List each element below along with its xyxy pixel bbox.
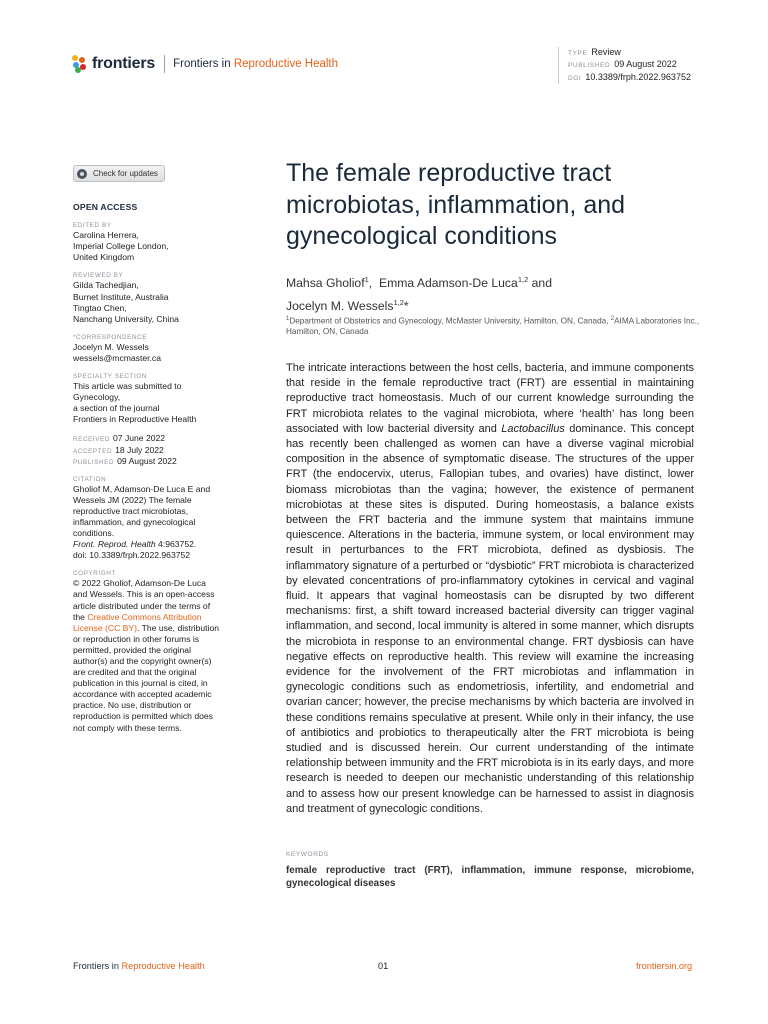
crossmark-icon: [77, 169, 87, 179]
citation: Gholiof M, Adamson-De Luca E and Wessels JM (2022) The female reproductive tract microbiotas, inflammation, and gynecological conditions. Front. Reprod. Health 4:963752. doi: 10.3389/frph.2022.963752: [73, 484, 233, 562]
correspondence-email[interactable]: wessels@mcmaster.ca: [73, 352, 161, 363]
sidebar: [73, 165, 233, 734]
abstract: The intricate interactions between the host cells, bacteria, and immune components that reside in the female reproductive tract (FRT) are essential in maintaining reproductive tract homeostasis. Much of our current knowledge surrounding the FRT microbiota relates to the vaginal microbiota, where ‘health’ has long been associated with low bacterial diversity and Lactobacillus dominance. This concept has recently been challenged as women can have a diverse vaginal microbial composition in the absence of symptomatic disease. The structures of the upper FRT (the endocervix, uterus, Fallopian tubes, and ovaries) have distinct, lower biomass microbiotas than the vagina; however, the existence of permanent microbiotas at these sites is disputed. During homeostasis, a balance exists between the FRT bacteria and the immune system that maintains immune quiescence. Alterations in the bacteria, immune system, or local environment may result in perturbances to the FRT microbiota, defined as dysbiosis. The inflammatory signature of a perturbed or “dysbiotic” FRT microbiota is characterized by elevated concentrations of pro-inflammatory cytokines in cervical and vaginal fluid. It appears that vaginal homeostasis can be disrupted by two different mechanisms: first, a shift toward increased bacterial diversity can trigger vaginal inflammation, and second, local immunity is altered in some manner, which disrupts the microbiota in response to an environmental change. FRT dysbiosis can have negative effects on reproductive health. This review will examine the increasing evidence for the involvement of the FRT microbiotas and inflammation in gynecologic conditions such as endometriosis, infertility, and endometrial and ovarian cancer; however, the precise mechanisms by which bacteria are involved in these conditions remains speculative at present. While only in their infancy, the use of antibiotics and probiotics to therapeutically alter the FRT microbiota is being studied and is discussed herein. Our current understanding of the intimate relationship between immunity and the FRT microbiota is in its early days, and more research is needed to deepen our mechanistic understanding of this relationship and to assess how our present knowledge can be harnessed to assist in diagnosis and treatment of gynecologic conditions.: [286, 362, 695, 815]
page-number: 01: [378, 961, 389, 971]
citation-label: CITATION: [73, 475, 107, 483]
received-date: RECEIVED 07 June 2022: [73, 433, 166, 444]
affiliations: $^1$Department of Obstetrics and Gynecology, McMaster University, Hamilton, ON, Canada, $^2$AIMA Laboratories Inc., Hamilton, ON, Canada: [286, 316, 700, 337]
header-divider: [164, 55, 165, 73]
published-date: PUBLISHED 09 August 2022: [73, 455, 177, 466]
keywords-label: KEYWORDS: [286, 851, 329, 858]
frontiers-logo[interactable]: [72, 55, 338, 73]
correspondence: Jocelyn M. Wessels wessels@mcmaster.ca: [73, 342, 233, 364]
correspondence-label: *CORRESPONDENCE: [73, 333, 148, 341]
specialty-section-label: SPECIALTY SECTION: [73, 373, 148, 381]
author-name[interactable]: Jocelyn M. Wessels: [286, 299, 394, 314]
citation-doi[interactable]: doi: 10.3389/frph.2022.963752: [73, 550, 191, 561]
meta-doi[interactable]: DOI 10.3389/frph.2022.963752: [568, 71, 691, 82]
copyright-label: COPYRIGHT: [73, 570, 116, 578]
frontiers-logo-icon: [72, 55, 88, 73]
footer-journal: Frontiers in Reproductive Health: [73, 961, 205, 971]
author-list: Mahsa Gholiof$^1$, Emma Adamson-De Luca$^{1,2}$ and Jocelyn M. Wessels$^{1,2}$*: [286, 275, 552, 314]
author-name[interactable]: Emma Adamson-De Luca: [378, 276, 518, 291]
specialty-section: This article was submitted to Gynecology, a section of the journal Frontiers in Reproductive Health: [73, 381, 197, 425]
edited-by-label: EDITED BY: [73, 222, 112, 230]
keywords: female reproductive tract (FRT), inflammation, immune response, microbiome, gynecological diseases: [286, 865, 694, 889]
author-name[interactable]: Mahsa Gholiof: [286, 276, 365, 291]
check-for-updates-button[interactable]: Check for updates: [73, 165, 165, 182]
article-meta: [558, 47, 691, 84]
journal-name: Frontiers in Reproductive Health: [173, 58, 339, 70]
article-dates: [73, 433, 233, 466]
footer-site-link[interactable]: frontiersin.org: [636, 961, 693, 971]
reviewed-by: Gilda Tachedjian, Burnet Institute, Australia Tingtao Chen, Nanchang University, China: [73, 280, 179, 324]
cc-license-link[interactable]: Creative Commons Attribution: [87, 611, 202, 622]
copyright: © 2022 Gholiof, Adamson-De Luca and Wessels. This is an open-access article distributed under the terms of the Creative Commons Attribution License (CC BY). The use, distribution or reproduction in other forums is permitted, provided the original author(s) and the copyright owner(s) are credited and that the original publication in this journal is cited, in accordance with accepted academic practice. No use, distribution or reproduction is permitted which does not comply with these terms.: [73, 578, 220, 733]
accepted-date: ACCEPTED 18 July 2022: [73, 444, 164, 455]
brand-name: frontiers: [92, 55, 156, 72]
edited-by: Carolina Herrera, Imperial College London, United Kingdom: [73, 230, 169, 263]
open-access-label: OPEN ACCESS: [73, 202, 138, 213]
reviewed-by-label: REVIEWED BY: [73, 272, 124, 280]
article-title: The female reproductive tract microbiotas, inflammation, and gynecological conditions: [286, 159, 626, 250]
corresponding-mark: *: [403, 299, 409, 314]
meta-published: PUBLISHED 09 August 2022: [568, 59, 677, 70]
meta-type: TYPE Review: [568, 47, 621, 57]
cc-license-link-cont[interactable]: License (CC BY): [73, 622, 137, 633]
